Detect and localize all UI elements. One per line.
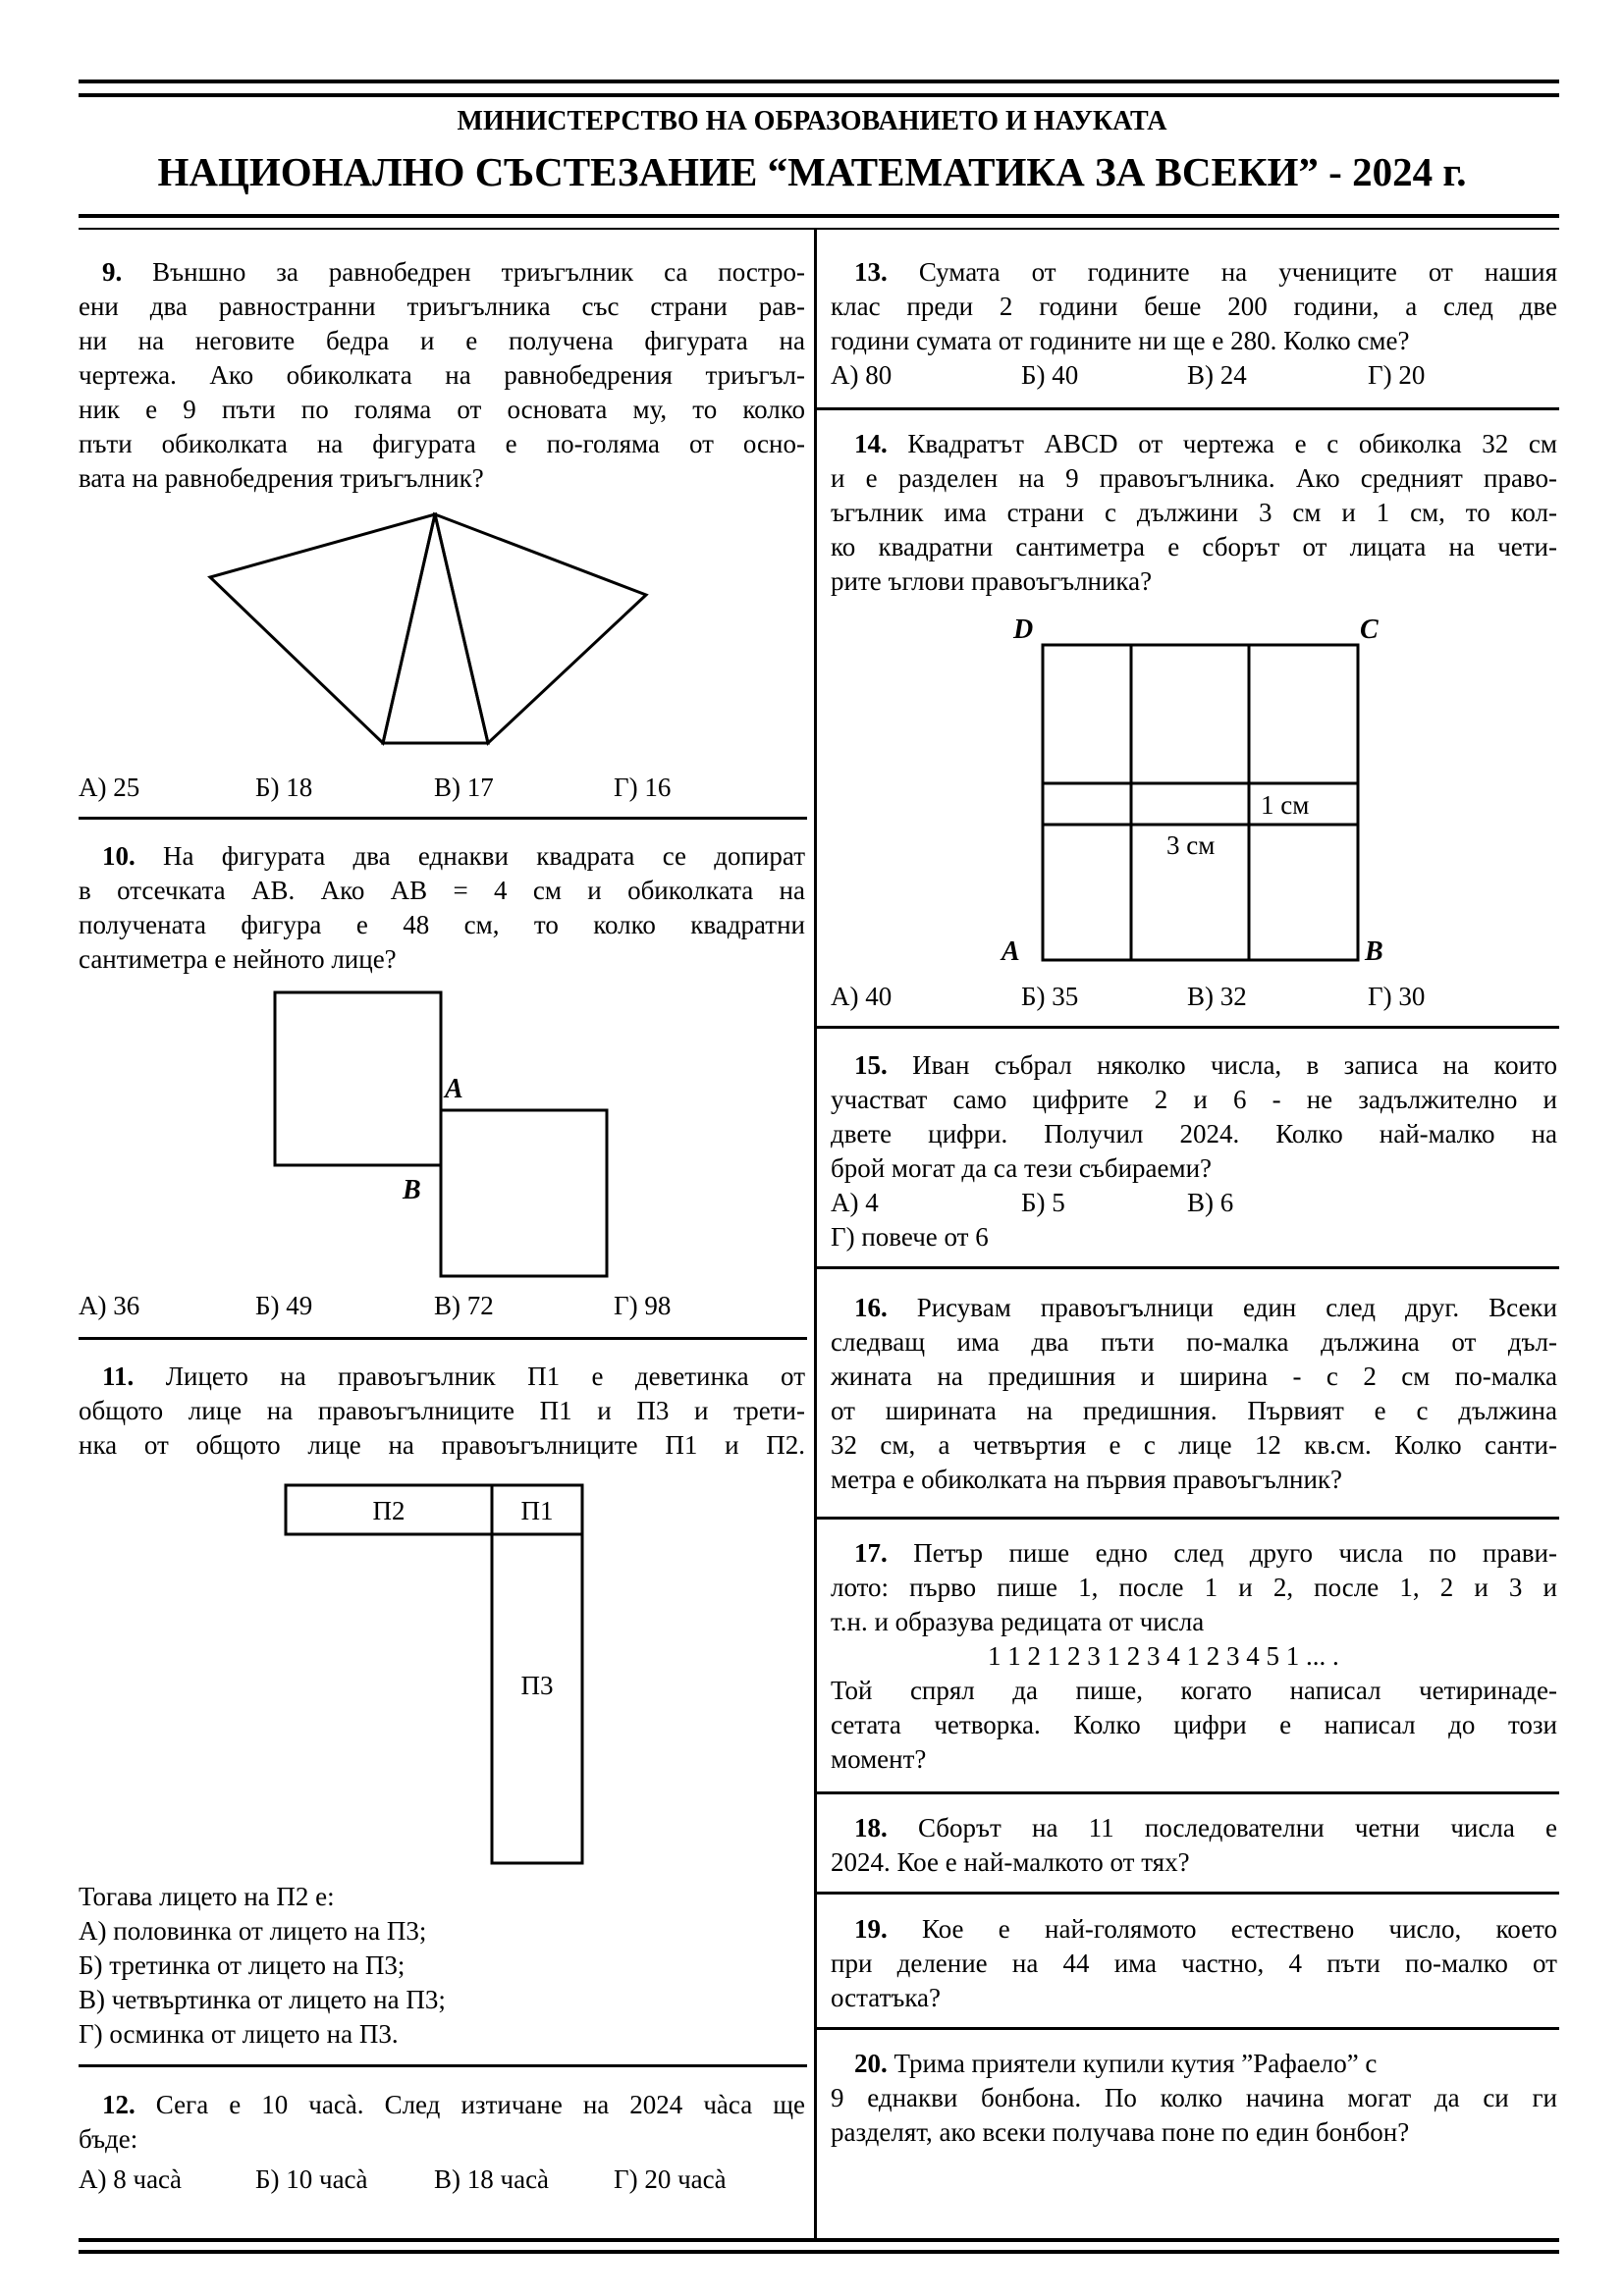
problem-number: 17. — [854, 1538, 888, 1568]
separator — [817, 2027, 1559, 2030]
separator — [79, 817, 807, 820]
problem-16: 16. Рисувам правоъгълници един след друг. Всеки следващ има два пъти по-малка дължина от дъл- жината на предишния и ширина - с 2 см по-малка от ширината на предишния. Първият е с дължина 32 см, а четвъртия е с лице 12 кв.см. Колко санти- метра е обиколката на първия правоъгълник? — [831, 1293, 1557, 1494]
p11-rectangles-figure — [280, 1480, 594, 1873]
p10-squares-figure — [265, 987, 619, 1281]
p10-answers — [79, 1289, 805, 1323]
p11-question: Тогава лицето на П2 е: — [79, 1882, 335, 1911]
answer-c: В) 24 — [1187, 360, 1247, 390]
p11-option-c: В) четвъртинка от лицето на П3; — [79, 1985, 446, 2014]
problem-15: 15. Иван събрал няколко числа, в записа на които участват само цифрите 2 и 6 - не задължително и двете цифри. Получил 2024. Колко най-малко на брой могат да са тези събираеми? — [831, 1050, 1558, 1183]
answer-b: Б) 5 — [1021, 1188, 1065, 1217]
answer-a: А) 8 часà — [79, 2164, 183, 2194]
answer-b: Б) 18 — [255, 773, 313, 802]
p9-answers — [79, 771, 805, 805]
problem-number: 18. — [854, 1813, 888, 1842]
problem-20: 20. Трима приятели купили кутия ”Рафаело” с 9 еднакви бонбона. По колко начина могат да си ги разделят, ако всеки получава поне по един бонбон? — [831, 2049, 1557, 2147]
problem-number: 19. — [854, 1914, 888, 1944]
answer-c: В) 17 — [434, 773, 494, 802]
vertex-b-label: B — [1365, 936, 1383, 967]
p11-option-a: А) половинка от лицето на П3; — [79, 1916, 427, 1946]
problem-12: 12. Сега е 10 часà. След изтичане на 2024 чàса ще бъде: — [79, 2090, 806, 2154]
problem-number: 12. — [102, 2090, 135, 2119]
problem-number: 20. — [854, 2049, 888, 2078]
separator — [817, 1791, 1559, 1794]
label-p1: П1 — [520, 1496, 554, 1525]
problem-18: 18. Сборът на 11 последователни четни числа е 2024. Кое е най-малкото от тях? — [831, 1813, 1558, 1877]
separator — [817, 1266, 1559, 1269]
p11-option-b: Б) третинка от лицето на П3; — [79, 1950, 406, 1980]
header-bottom-rule — [79, 214, 1559, 230]
side-1cm-label: 1 см — [1261, 790, 1310, 820]
header-top-rule — [79, 80, 1559, 97]
label-p3: П3 — [520, 1671, 554, 1700]
separator — [79, 2064, 807, 2067]
separator — [817, 1026, 1559, 1029]
p13-answers — [831, 358, 1557, 393]
answer-b: Б) 10 часà — [255, 2164, 368, 2194]
problem-number: 10. — [102, 841, 135, 871]
separator — [817, 1517, 1559, 1520]
answer-d: Г) 30 — [1368, 982, 1426, 1011]
p14-grid-square-figure — [992, 609, 1404, 972]
p15-answer-d: Г) повече от 6 — [831, 1222, 989, 1252]
problem-14: 14. Квадратът ABCD от чертежа е с обиколка 32 см и е разделен на 9 правоъгълника. Ако средният право- ъгълник има страни с дължини 3 см и 1 см, то кол- ко квадратни сантиметра е сборът от лицата на чети- рите ъглови правоъгълника? — [831, 429, 1557, 596]
answer-d: Г) 98 — [614, 1291, 672, 1320]
competition-title: НАЦИОНАЛНО СЪСТЕЗАНИЕ “МАТЕМАТИКА ЗА ВСЕКИ” - 2024 г. — [157, 149, 1467, 194]
answer-d: Г) 20 — [1368, 360, 1426, 390]
answer-a: А) 40 — [831, 982, 893, 1011]
square-lower-right — [441, 1110, 607, 1276]
problem-number: 14. — [854, 429, 888, 458]
p9-triangles-figure — [196, 510, 668, 756]
problem-19: 19. Кое е най-голямото естествено число, което при деление на 44 има частно, 4 пъти по-малко от остатъка? — [831, 1914, 1557, 2012]
problem-number: 13. — [854, 257, 888, 287]
separator — [817, 407, 1559, 410]
square-abcd — [1043, 645, 1358, 960]
footer-rule — [79, 2238, 1559, 2254]
answer-a: А) 4 — [831, 1188, 879, 1217]
answer-b: Б) 40 — [1021, 360, 1079, 390]
problem-9: 9. Външно за равнобедрен триъгълник са постро- ени два равностранни триъгълника със страни рав- ни на неговите бедра и е получена фигурата на чертежа. Ако обиколката на равнобедрения триъгъл- ник е 9 пъти по голяма от основата му, то колко пъти обиколката на фигурата е по-голяма от осно- вата на равнобедрения триъгълник? — [79, 257, 805, 493]
answer-c: В) 72 — [434, 1291, 494, 1320]
problem-number: 15. — [854, 1050, 888, 1080]
p11-option-d: Г) осминка от лицето на П3. — [79, 2019, 399, 2049]
p12-answers — [79, 2163, 805, 2197]
problem-17: 17. Петър пише едно след друго числа по прави- лото: първо пише 1, после 1 и 2, после 1, 2 и 3 и т.н. и образува редицата от числа 1 1 2 1 2 3 1 2 3 4 1 2 3 4 5 1 ... . Той спрял да пише, когато написал четиринаде- сетата четворка. Колко цифри е написал до този момент? — [831, 1538, 1557, 1774]
answer-b: Б) 35 — [1021, 982, 1079, 1011]
answer-d: Г) 20 часà — [614, 2164, 727, 2194]
equilateral-triangle-left — [210, 514, 435, 743]
ministry-heading: МИНИСТЕРСТВО НА ОБРАЗОВАНИЕТО И НАУКАТА — [457, 106, 1167, 136]
square-upper-left — [275, 992, 441, 1165]
problem-11: 11. Лицето на правоъгълник П1 е деветинка от общото лице на правоъгълниците П1 и П3 и трети- нка от общото лице на правоъгълниците П1 и П2. — [79, 1362, 805, 1460]
label-p2: П2 — [372, 1496, 406, 1525]
problem-number: 9. — [102, 257, 123, 287]
answer-b: Б) 49 — [255, 1291, 313, 1320]
vertex-d-label: D — [1013, 614, 1034, 645]
answer-c: В) 6 — [1187, 1188, 1234, 1217]
problem-10: 10. На фигурата два еднакви квадрата се допират в отсечката AB. Ако AB = 4 см и обиколката на получената фигура е 48 см, то колко квадратни сантиметра е нейното лице? — [79, 841, 805, 974]
answer-a: А) 25 — [79, 773, 140, 802]
answer-a: А) 80 — [831, 360, 893, 390]
answer-c: В) 32 — [1187, 982, 1247, 1011]
point-a-label: A — [445, 1074, 463, 1104]
vertex-a-label: A — [1001, 936, 1020, 967]
column-divider — [814, 230, 817, 2238]
answer-a: А) 36 — [79, 1291, 140, 1320]
equilateral-triangle-right — [435, 514, 646, 743]
vertex-c-label: C — [1360, 614, 1379, 645]
p14-answers — [831, 980, 1557, 1014]
answer-c: В) 18 часà — [434, 2164, 550, 2194]
problem-number: 11. — [102, 1362, 135, 1391]
p15-answers — [831, 1186, 1557, 1220]
p17-sequence: 1 1 2 1 2 3 1 2 3 4 1 2 3 4 5 1 ... . — [988, 1641, 1339, 1671]
isosceles-triangle — [383, 514, 488, 743]
problem-13: 13. Сумата от годините на учениците от нашия клас преди 2 години беше 200 години, а след две години сумата от годините ни ще е 280. Колко сме? — [831, 257, 1558, 355]
point-b-label: B — [403, 1175, 421, 1205]
separator — [817, 1892, 1559, 1895]
side-3cm-label: 3 см — [1166, 830, 1216, 860]
separator — [79, 1337, 807, 1340]
answer-d: Г) 16 — [614, 773, 672, 802]
problem-number: 16. — [854, 1293, 888, 1322]
